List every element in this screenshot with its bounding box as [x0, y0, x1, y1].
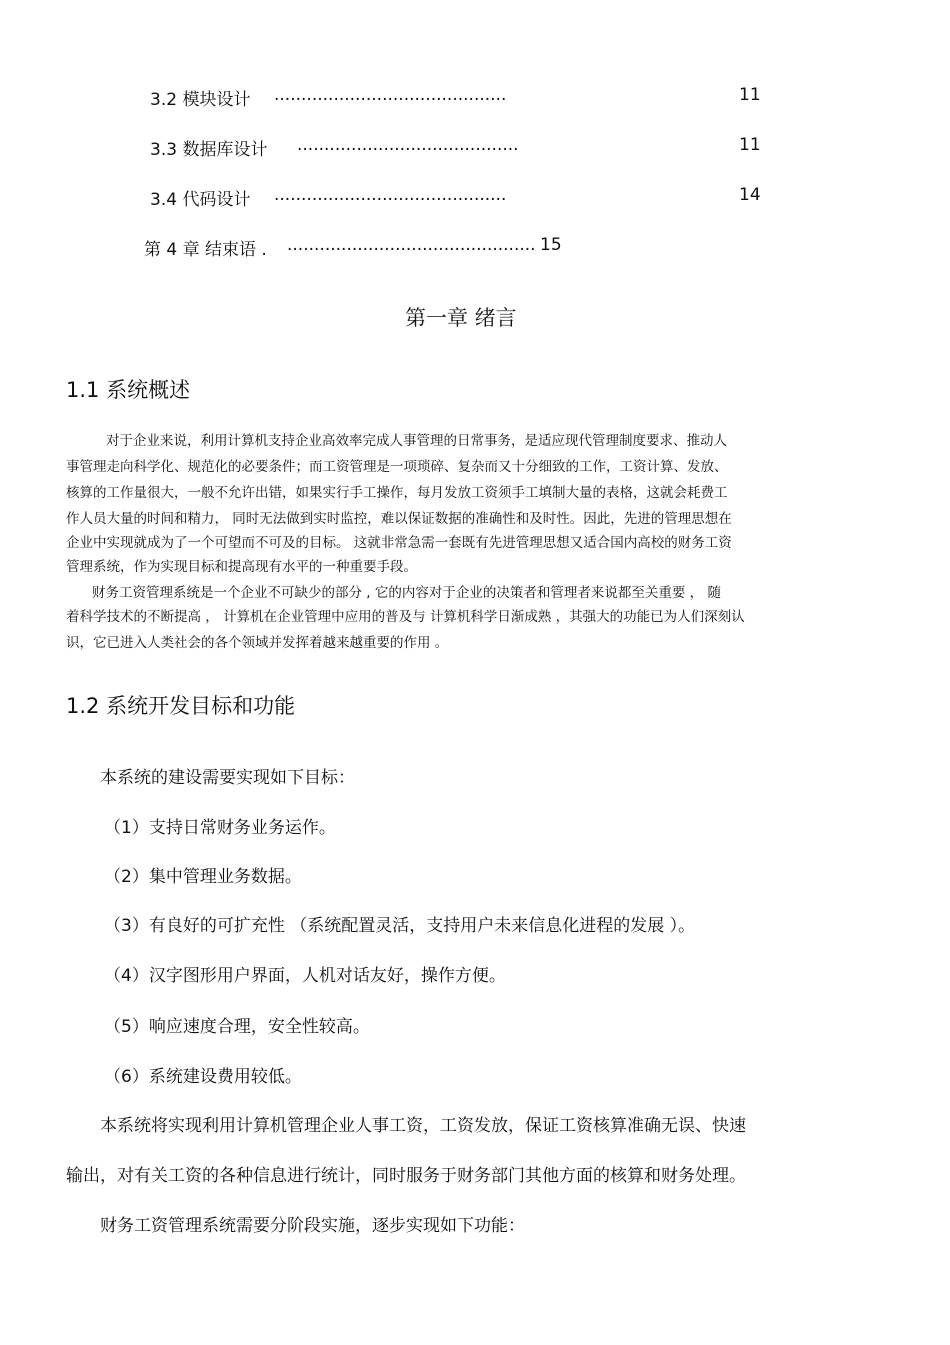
goal-item: （3）有良好的可扩充性 （系统配置灵活，支持用户未来信息化进程的发展 ）。	[104, 916, 696, 936]
toc-entry-page: 14	[739, 185, 761, 205]
goal-item: （4）汉字图形用户界面，人机对话友好，操作方便。	[104, 966, 506, 986]
paragraph-line: 事管理走向科学化、规范化的必要条件；而工资管理是一项琐碎、复杂而又十分细致的工作，工资计算、发放、	[66, 459, 728, 475]
paragraph-line: 作人员大量的时间和精力， 同时无法做到实时监控，难以保证数据的准确性和及时性。因此，先进的管理思想在	[66, 511, 732, 527]
goal-item: （6）系统建设费用较低。	[104, 1067, 302, 1087]
goal-item: （1）支持日常财务业务运作。	[104, 818, 336, 838]
goals-intro: 本系统的建设需要实现如下目标：	[100, 768, 355, 788]
paragraph-line: 企业中实现就成为了一个可望而不可及的目标。 这就非常急需一套既有先进管理思想又适合国内高校的财务工资	[66, 535, 732, 551]
paragraph-line: 输出，对有关工资的各种信息进行统计，同时服务于财务部门其他方面的核算和财务处理。	[66, 1166, 746, 1186]
toc-entry-page: 11	[739, 135, 761, 155]
toc-entry-page: 15	[540, 235, 562, 255]
paragraph-line: 管理系统，作为实现目标和提高现有水平的一种重要手段。	[66, 559, 417, 575]
paragraph-line: 着科学技术的不断提高 ， 计算机在企业管理中应用的普及与 计算机科学日渐成熟 ，其强大的功能已为人们深刻认	[66, 609, 745, 625]
toc-entry-label: 第 4 章 结束语 .	[144, 240, 267, 260]
toc-entry-leader: ...........................................	[274, 85, 507, 105]
toc-entry-leader: ..............................................	[287, 235, 536, 255]
paragraph-line: 核算的工作量很大，一般不允许出错，如果实行手工操作，每月发放工资须手工填制大量的表格，这就会耗费工	[66, 485, 728, 501]
section-heading: 1.2 系统开发目标和功能	[66, 694, 296, 718]
goal-item: （5）响应速度合理，安全性较高。	[104, 1017, 370, 1037]
paragraph-line: 财务工资管理系统是一个企业不可缺少的部分 , 它的内容对于企业的决策者和管理者来说都至关重要 ， 随	[92, 585, 721, 601]
paragraph-line: 财务工资管理系统需要分阶段实施，逐步实现如下功能：	[100, 1216, 525, 1236]
toc-entry-label: 3.4 代码设计	[150, 190, 251, 210]
paragraph-line: 本系统将实现利用计算机管理企业人事工资，工资发放，保证工资核算准确无误、快速	[100, 1116, 746, 1136]
toc-entry-leader: .........................................	[297, 135, 519, 155]
toc-entry-label: 3.3 数据库设计	[150, 140, 268, 160]
section-heading: 1.1 系统概述	[66, 378, 191, 402]
toc-entry-page: 11	[739, 85, 761, 105]
toc-entry-label: 3.2 模块设计	[150, 90, 251, 110]
goal-item: （2）集中管理业务数据。	[104, 867, 302, 887]
paragraph-line: 对于企业来说，利用计算机支持企业高效率完成人事管理的日常事务，是适应现代管理制度要求、推动人	[106, 433, 727, 449]
toc-entry-leader: ...........................................	[274, 185, 507, 205]
chapter-title: 第一章 绪言	[405, 306, 517, 330]
paragraph-line: 识，它已进入人类社会的各个领域并发挥着越来越重要的作用 。	[66, 635, 449, 651]
